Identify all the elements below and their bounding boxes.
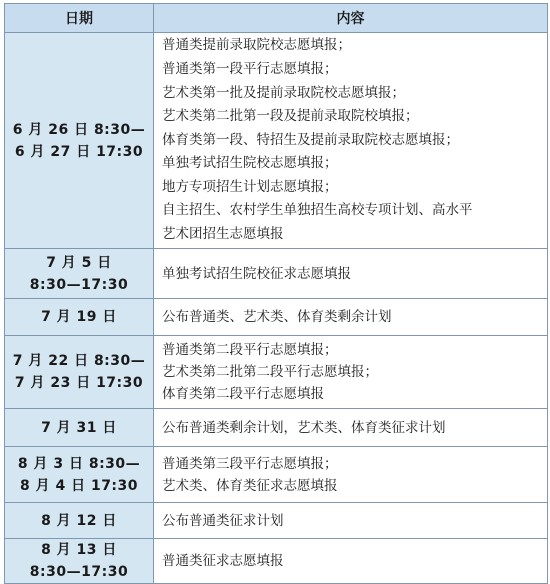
content-line: 艺术类第二批第二段平行志愿填报； xyxy=(162,364,378,380)
content-cell xyxy=(154,336,548,409)
content-cell xyxy=(154,249,548,299)
date-line: 7 月 19 日 xyxy=(41,309,117,325)
date-cell xyxy=(5,539,154,584)
content-line: 单独考试招生院校志愿填报； xyxy=(162,155,338,172)
table-header-row xyxy=(5,4,548,33)
content-line: 公布普通类剩余计划，艺术类、体育类征求计划 xyxy=(162,419,446,436)
table-row xyxy=(5,539,548,584)
table-row xyxy=(5,336,548,409)
date-line: 7 月 5 日 xyxy=(46,254,112,271)
date-line: 6 月 26 日 8:30— xyxy=(12,121,146,138)
table-row xyxy=(5,503,548,539)
date-line: 8 月 12 日 xyxy=(41,512,117,529)
date-line: 6 月 27 日 17:30 xyxy=(14,143,144,160)
content-line: 单独考试招生院校征求志愿填报 xyxy=(162,265,351,282)
content-line: 体育类第二段平行志愿填报 xyxy=(162,386,324,402)
table-row xyxy=(5,33,548,249)
date-line: 8 月 13 日 xyxy=(41,542,117,558)
content-line: 艺术团招生志愿填报 xyxy=(162,226,284,243)
date-line: 8 月 4 日 17:30 xyxy=(19,477,139,494)
content-line: 艺术类第二批第一段及提前录取院校填报； xyxy=(162,108,419,125)
date-cell xyxy=(5,336,154,409)
header-content: 内容 xyxy=(154,4,548,33)
date-cell xyxy=(5,503,154,539)
content-line: 公布普通类征求计划 xyxy=(162,512,284,529)
content-cell xyxy=(154,409,548,447)
date-cell xyxy=(5,33,154,249)
content-line: 体育类第一段、特招生及提前录取院校志愿填报； xyxy=(162,131,459,148)
content-line: 普通类第三段平行志愿填报； xyxy=(162,455,338,472)
content-line: 普通类提前录取院校志愿填报； xyxy=(162,37,351,54)
date-line: 7 月 31 日 xyxy=(41,419,117,436)
table-row xyxy=(5,299,548,336)
content-line: 艺术类第一批及提前录取院校志愿填报； xyxy=(162,84,405,101)
date-cell xyxy=(5,299,154,336)
table-row xyxy=(5,447,548,503)
content-cell xyxy=(154,539,548,584)
content-line: 自主招生、农村学生单独招生高校专项计划、高水平 xyxy=(162,202,473,219)
content-line: 普通类第二段平行志愿填报； xyxy=(162,342,338,358)
date-line: 8:30—17:30 xyxy=(29,564,129,580)
content-cell xyxy=(154,33,548,249)
date-cell xyxy=(5,409,154,447)
date-line: 7 月 22 日 8:30— xyxy=(12,353,146,369)
date-line: 8 月 3 日 8:30— xyxy=(17,455,141,472)
content-line: 普通类第一段平行志愿填报； xyxy=(162,60,338,77)
header-date: 日期 xyxy=(5,4,154,33)
content-line: 地方专项招生计划志愿填报； xyxy=(162,178,338,195)
content-cell xyxy=(154,503,548,539)
content-cell xyxy=(154,299,548,336)
content-line: 艺术类、体育类征求志愿填报 xyxy=(162,477,338,494)
date-cell xyxy=(5,447,154,503)
content-line: 普通类征求志愿填报 xyxy=(162,553,284,569)
date-line: 7 月 23 日 17:30 xyxy=(14,375,144,391)
table-row xyxy=(5,409,548,447)
schedule-table xyxy=(4,3,548,584)
content-cell xyxy=(154,447,548,503)
date-line: 8:30—17:30 xyxy=(29,276,129,293)
content-line: 公布普通类、艺术类、体育类剩余计划 xyxy=(162,309,392,325)
table-row xyxy=(5,249,548,299)
date-cell xyxy=(5,249,154,299)
